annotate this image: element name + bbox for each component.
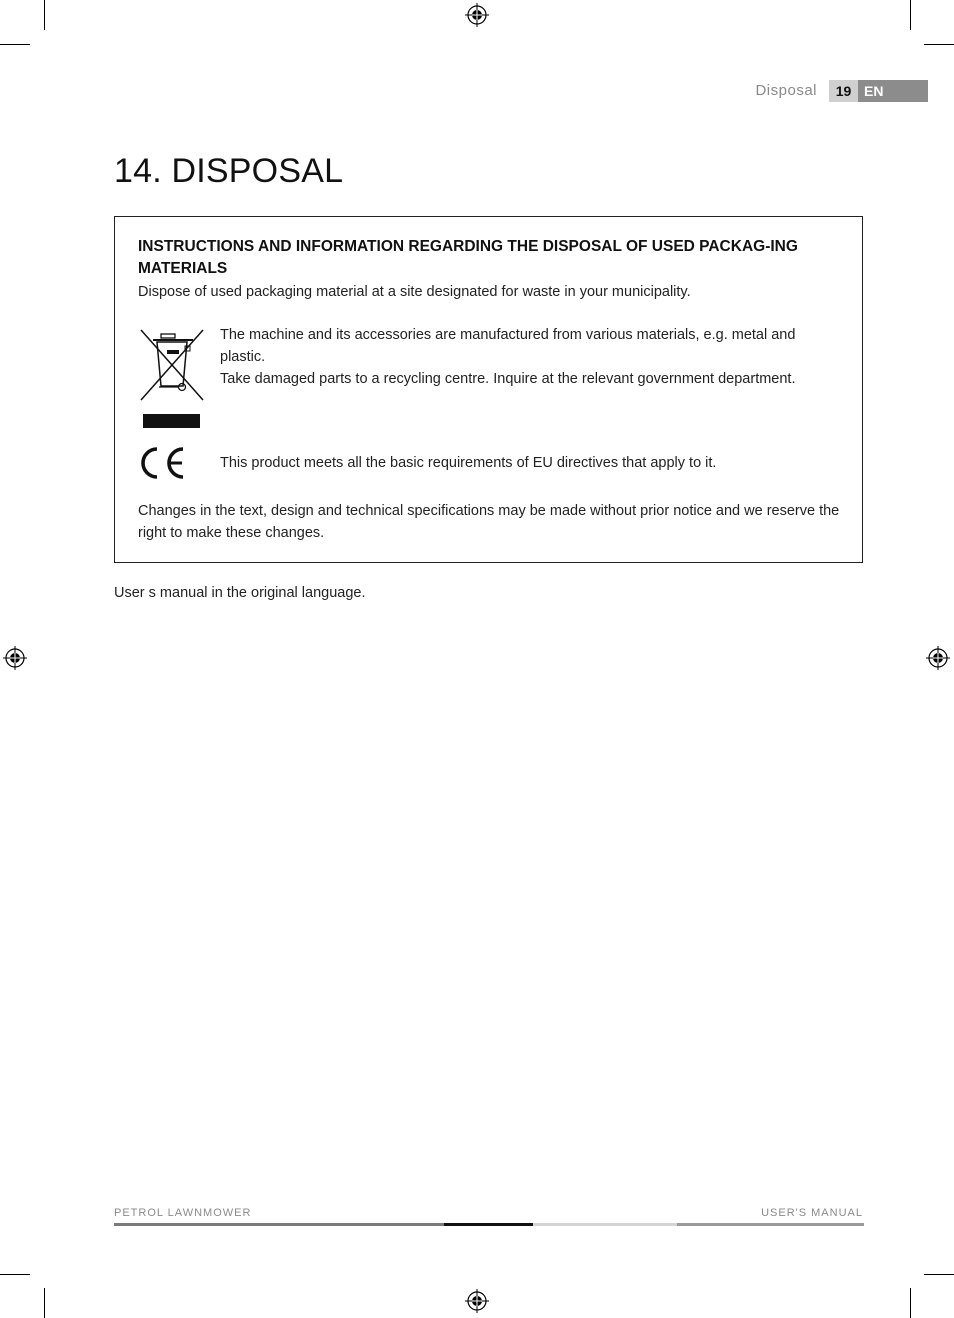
- crop-mark: [910, 1288, 911, 1318]
- crop-mark: [924, 44, 954, 45]
- page-number: 19: [829, 80, 858, 102]
- manual-language-note: User s manual in the original language.: [114, 585, 366, 601]
- footer-bar-segment: [533, 1223, 677, 1226]
- box-heading: INSTRUCTIONS AND INFORMATION REGARDING THE DISPOSAL OF USED PACKAG-ING MATERIALS: [138, 238, 798, 277]
- weee-crossed-bin-icon: [137, 328, 207, 402]
- footer-bar-segment: [114, 1223, 444, 1226]
- crop-mark: [0, 1274, 30, 1275]
- header-section-name: Disposal: [755, 82, 817, 99]
- footer-product-name: PETROL LAWNMOWER: [114, 1207, 252, 1219]
- weee-materials-text: The machine and its accessories are manufactured from various materials, e.g. metal and plastic.: [220, 327, 796, 365]
- crop-mark: [910, 0, 911, 30]
- crop-mark: [0, 44, 30, 45]
- registration-mark-icon: [465, 1289, 489, 1313]
- language-tag: EN: [858, 80, 928, 102]
- registration-mark-icon: [3, 646, 27, 670]
- registration-mark-icon: [465, 3, 489, 27]
- weee-recycling-text: Take damaged parts to a recycling centre. Inquire at the relevant government department.: [220, 371, 796, 387]
- registration-mark-icon: [926, 646, 950, 670]
- weee-black-bar: [143, 414, 200, 428]
- packaging-intro-text: Dispose of used packaging material at a site designated for waste in your municipality.: [138, 284, 691, 300]
- crop-mark: [924, 1274, 954, 1275]
- crop-mark: [44, 0, 45, 30]
- footer-bar-segment: [677, 1223, 864, 1226]
- crop-mark: [44, 1288, 45, 1318]
- ce-mark-icon: [137, 446, 187, 480]
- ce-compliance-text: This product meets all the basic requirements of EU directives that apply to it.: [220, 455, 717, 471]
- footer-bar-segment: [444, 1223, 533, 1226]
- page-title: 14. DISPOSAL: [114, 152, 344, 190]
- changes-notice-text: Changes in the text, design and technical specifications may be made without prior notice and we reserve the right to make these changes.: [138, 503, 840, 541]
- footer-doc-type: USER'S MANUAL: [761, 1207, 863, 1219]
